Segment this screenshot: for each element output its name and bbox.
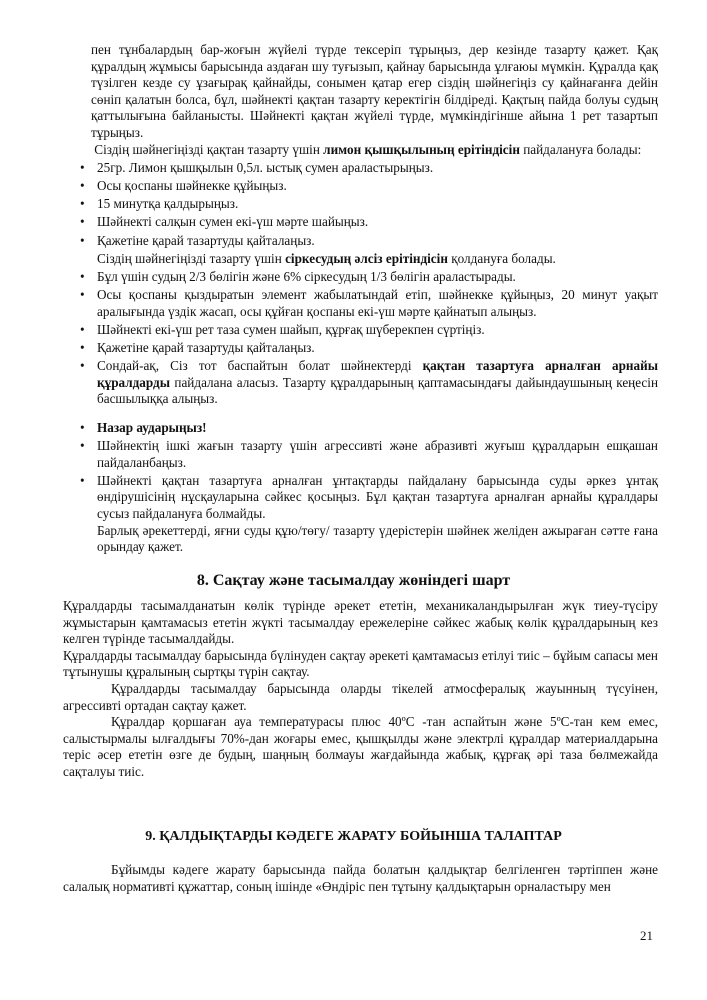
list-item: • Қажетіне қарай тазартуды қайталаңыз. <box>80 340 315 356</box>
bullet-icon: • <box>80 178 85 194</box>
bullet-icon: • <box>80 160 85 176</box>
list-item: • Бұл үшін судың 2/3 бөлігін және 6% сіркесудың 1/3 бөлігін араластырады. <box>80 269 516 285</box>
list-item: • Шәйнекті екі-үш рет таза сумен шайып, құрғақ шүберекпен сүртіңіз. <box>80 322 485 337</box>
bullet-icon: • <box>80 340 85 356</box>
bullet-icon: • <box>80 420 85 435</box>
list-item: • Сондай-ақ, Сіз тот баспайтын болат шәйнектерді қақтан тазартуға арналған арнайы құралдарды пайдалана аласыз. Тазарту құралдарының қаптамасындағы дайындаушының кеңесін басшылыққа алыңыз. <box>80 358 658 407</box>
list-item: • 25гр. Лимон қышқылын 0,5л. ыстық сумен араластырыңыз. <box>80 160 434 176</box>
list-item: • Шәйнектің ішкі жағын тазарту үшін агрессивті және абразивті жуғыш құралдарын ешқашан пайдаланбаңыз. <box>80 438 658 470</box>
special-tools-bold: қақтан тазартуға арналған арнайы құралдарды <box>97 358 658 390</box>
section-9-heading: 9. ҚАЛДЫҚТАРДЫ КӘДЕГЕ ЖАРАТУ БОЙЫНША ТАЛАПТАР <box>145 829 562 844</box>
bullet-icon: • <box>80 438 85 454</box>
paragraph-vinegar-intro: Сіздің шәйнегіңізді тазарту үшін сіркесудың әлсіз ерітіндісін қолдануға болады. <box>97 250 556 266</box>
list-item: • 15 минутқа қалдырыңыз. <box>80 196 239 212</box>
lemon-steps-list <box>77 160 658 249</box>
paragraph-lemon-intro: Сіздің шәйнегіңізді қақтан тазарту үшін лимон қышқылының ерітіндісін пайдалануға болады: <box>94 141 642 157</box>
top-section <box>80 42 658 409</box>
attention-section <box>77 420 658 557</box>
lemon-solution-bold: лимон қышқылының ерітіндісін <box>323 141 520 157</box>
section-8-body <box>63 598 658 781</box>
list-item: • Қажетіне қарай тазартуды қайталаңыз. <box>80 232 315 248</box>
section-9-paragraph-1: Бұйымды кәдеге жарату барысында пайда болатын қалдықтар белгіленген тәртіппен және салалық нормативті құжаттар, соның ішінде «Өндіріс пен тұтыну қалдықтарын орналастыру мен <box>63 862 658 894</box>
vinegar-solution-bold: сіркесудың әлсіз ерітіндісін <box>285 250 448 266</box>
list-item: • Шәйнекті салқын сумен екі-үш мәрте шайыңыз. <box>80 214 369 230</box>
section-8-paragraph-3: Құралдарды тасымалдау барысында оларды тікелей атмосфералық жауынның түсуінен, агрессивті ортадан сақтау қажет. <box>63 680 658 713</box>
bullet-icon: • <box>80 322 85 337</box>
section-9-body <box>63 862 658 895</box>
bullet-icon: • <box>80 472 85 488</box>
section-8-heading: 8. Сақтау және тасымалдау жөніндегі шарт <box>196 572 511 589</box>
paragraph-scale-check: пен тұнбалардың бар-жоғын жүйелі түрде тексеріп тұрыңыз, дер кезінде тазарту қажет. Қақ құралдың жұмысы барысында аздаған шу туғызып, қайнау барысында ұлғаюы мүмкін. Құралда қақ түзілген кезде су ұзағырақ қайнайды, сонымен қатар егер сіздің шәйнегіңіз су қайнағанға дейін сөніп қалатын болса, бұл, шәйнекті қақтан тазарту керектігін білдіреді. Қақтың пайда болуы судың қаттылығына байланысты. Шәйнекті қақтан жүйелі түрде, мүмкіндігінше айына 1 рет тазартып тұрыңыз. <box>91 42 658 140</box>
bullet-icon: • <box>80 196 85 212</box>
list-item: • Шәйнекті қақтан тазартуға арналған ұнтақтарды пайдалану барысында суды әркез ұнтақ өндірушісінің нұсқауларына сәйкес қосыңыз. Бұл қақтан тазартуға арналған арнайы құралдары сусыз пайдалануға болмайды. Барлық әрекеттерді, яғни суды құю/төгу/ тазарту үдерістерін шәйнек желіден ажыраған сәтте ғана орындау қажет. <box>80 472 658 555</box>
section-8-paragraph-4: Құралдар қоршаған ауа температурасы плюс 40ºС -тан аспайтын және 5ºС-тан кем емес, салыстырмалы ылғалдығы 70%-дан жоғары емес, қышқылды және электрлі құралдар материалдарына теріс әсер ететін өзге де будың, шаңның болмауы жағдайында жабық, құрғақ әрі таза бөлмежайда сақталуы тиіс. <box>63 714 658 779</box>
list-item: • Осы қоспаны шәйнекке құйыңыз. <box>80 178 287 194</box>
section-8-paragraph-2: Құралдарды тасымалдау барысында бүлінуден сақтау әрекеті қамтамасыз етілуі тиіс – бұйым сапасы мен тұтынушы құралының сыртқы түрін сақтау. <box>63 647 658 680</box>
bullet-icon: • <box>80 269 85 285</box>
attention-title-item <box>77 420 658 437</box>
bullet-icon: • <box>80 214 85 230</box>
bullet-icon: • <box>80 287 85 303</box>
vinegar-steps-list <box>77 269 658 408</box>
bullet-icon: • <box>80 232 85 248</box>
section-8-paragraph-1: Құралдарды тасымалданатын көлік түрінде әрекет ететін, механикаландырылған жүк тиеу-түсіру жұмыстарын қамтамасыз ететін жүкті тасымалдау ережелеріне сәйкес жабық көлік құралдарының кез келген түрінде тасымалдайды. <box>63 598 658 647</box>
attention-subnote: Барлық әрекеттерді, яғни суды құю/төгу/ тазарту үдерістерін шәйнек желіден ажыраған сәтте ғана орындау қажет. <box>97 522 658 555</box>
page-number: 21 <box>640 928 653 943</box>
bullet-icon: • <box>80 358 85 374</box>
attention-list <box>77 420 658 556</box>
list-item: • Осы қоспаны қыздыратын элемент жабылатындай етіп, шәйнекке құйыңыз, 20 минут уақыт аралығында үздік жасап, осы құйған қоспаны екі-үш мәрте қайнатып алыңыз. <box>80 287 658 319</box>
attention-title: Назар аударыңыз! <box>97 420 207 435</box>
